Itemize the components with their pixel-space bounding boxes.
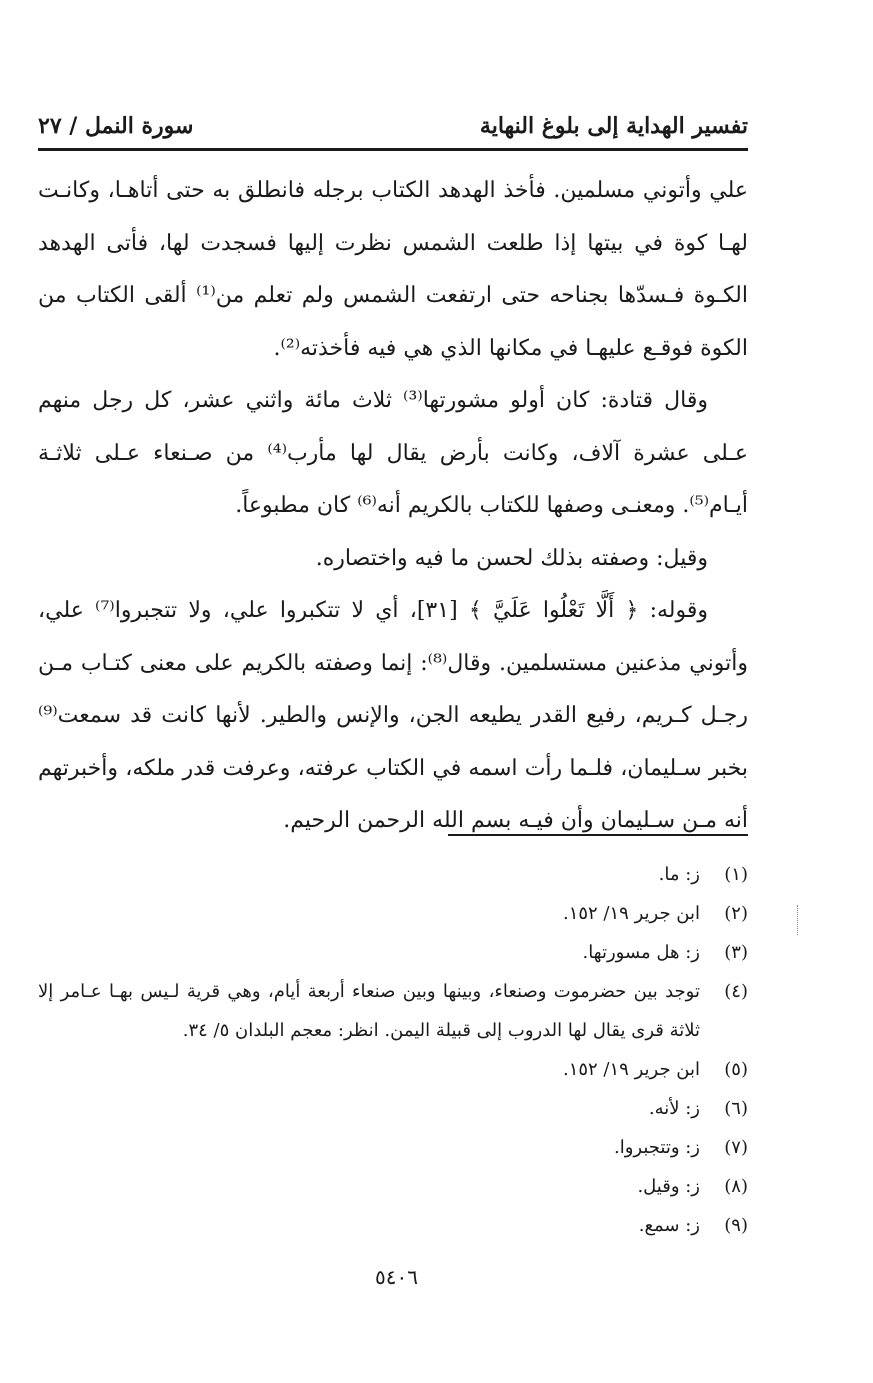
footnote-text: ز: ما.	[658, 864, 700, 885]
footnote-4	[38, 972, 748, 1050]
footnote-number: (٤)	[724, 981, 748, 1002]
footnote-rule	[448, 834, 748, 836]
book-title: تفسير الهداية إلى بلوغ النهاية	[479, 113, 748, 139]
paragraph-4: وقوله: ﴿ أَلَّا تَعْلُوا عَلَيَّ ﴾ [٣١]، أي لا تتكبروا علي، ولا تتجبروا⁽⁷⁾ علي، وأتوني مذعنين مستسلمين. وقال⁽⁸⁾: إنما وصفته بالكريم على معنى كتـاب مـن رجـل كـريم، رفيع القدر يطيعه الجن، والإنس والطير. لأنها كانت قد سمعت⁽⁹⁾ بخبر سـليمان، فلـما رأت اسمه في الكتاب عرفته، وعرفت قدر ملكه، وأخبرتهم أنه مـن سـليمان وأن فيـه بسم الله الرحمن الرحيم.	[38, 598, 748, 833]
paragraph-2: وقال قتادة: كان أولو مشورتها⁽³⁾ ثلاث مائة واثني عشر، كل رجل منهم عـلى عشرة آلاف، وكانت بأرض يقال لها مأرب⁽⁴⁾ من صـنعاء عـلى ثلاثـة أيـام⁽⁵⁾. ومعنـى وصفها للكتاب بالكريم أنه⁽⁶⁾ كان مطبوعاً.	[38, 388, 749, 518]
page-number: ٥٤٠٦	[375, 1265, 418, 1289]
footnote-text: ز: لأنه.	[648, 1098, 700, 1119]
footnote-text: ابن جرير ١٩/ ١٥٢.	[562, 1059, 700, 1080]
footnote-number: (٣)	[724, 942, 748, 963]
footnote-9	[38, 1206, 748, 1245]
footnote-3	[38, 933, 748, 972]
header-rule	[38, 148, 748, 151]
footnote-text: ابن جرير ١٩/ ١٥٢.	[562, 903, 700, 924]
footnote-number: (٨)	[724, 1176, 748, 1197]
running-header	[38, 108, 748, 144]
footnote-text: ز: سمع.	[638, 1215, 700, 1236]
paragraph-3: وقيل: وصفته بذلك لحسن ما فيه واختصاره.	[315, 545, 708, 571]
surah-label: سورة النمل / ٢٧	[38, 113, 194, 139]
footnote-number: (٩)	[724, 1215, 748, 1236]
footnote-text: ز: هل مسورتها.	[582, 942, 700, 963]
main-text	[38, 165, 748, 848]
footnote-5	[38, 1050, 748, 1089]
footnote-text: ز: وتتجبروا.	[613, 1137, 700, 1158]
margin-mark	[797, 905, 801, 935]
footnote-text: توجد بين حضرموت وصنعاء، وبينها وبين صنعاء أربعة أيام، وهي قرية لـيس بهـا عـامر إلا ثلاثة قرى يقال لها الدروب إلى قبيلة اليمن. انظر: معجم البلدان ٥/ ٣٤.	[38, 981, 700, 1041]
footnote-6	[38, 1089, 748, 1128]
footnote-1	[38, 855, 748, 894]
footnote-number: (٥)	[724, 1059, 748, 1080]
footnote-number: (٦)	[724, 1098, 748, 1119]
footnote-number: (١)	[724, 864, 748, 885]
footnotes	[38, 855, 748, 1245]
footnote-number: (٧)	[724, 1137, 748, 1158]
footnote-7	[38, 1128, 748, 1167]
paragraph-1: علي وأتوني مسلمين. فأخذ الهدهد الكتاب برجله فانطلق به حتى أتاهـا، وكانـت لهـا كوة في بيتها إذا طلعت الشمس نظرت إليها فسجدت لها، فأتى الهدهد الكـوة فـسدّها بجناحه حتى ارتفعت الشمس ولم تعلم من⁽¹⁾ ألقى الكتاب من الكوة فوقـع عليهـا في مكانها الذي هي فيه فأخذته⁽²⁾.	[38, 178, 748, 361]
footnote-number: (٢)	[724, 903, 748, 924]
footnote-8	[38, 1167, 748, 1206]
footnote-text: ز: وقيل.	[637, 1176, 700, 1197]
footnote-2	[38, 894, 748, 933]
